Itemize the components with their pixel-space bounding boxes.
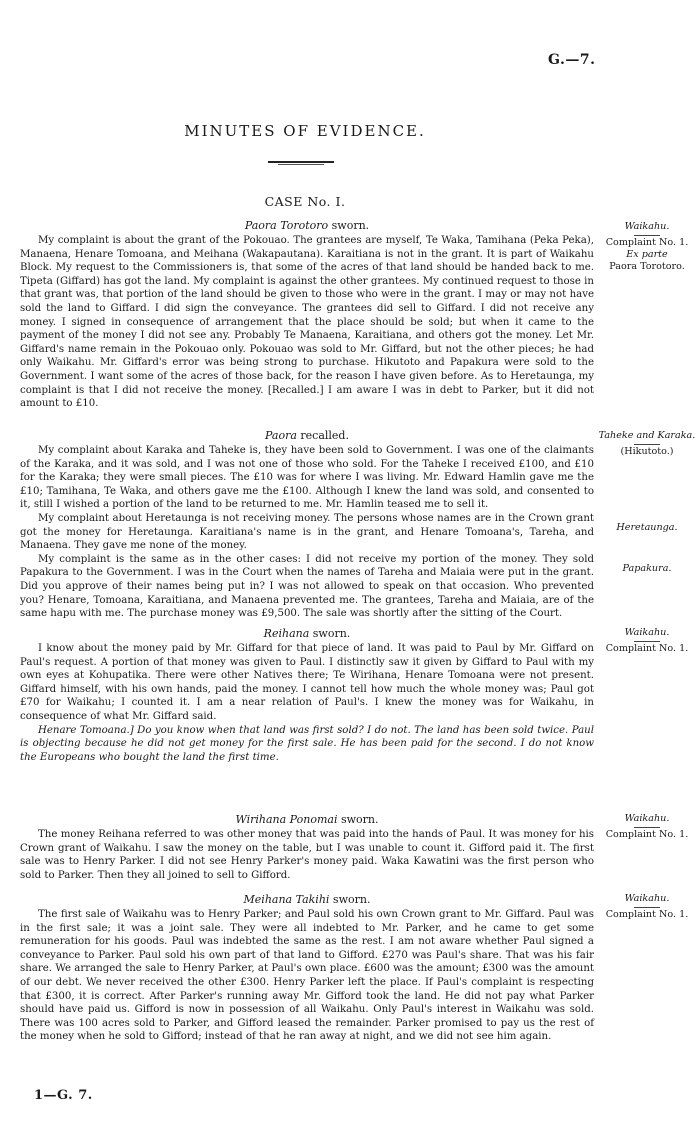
margin-note-2c: Papakura. [622,563,672,574]
testimony-paora-recalled [20,429,594,621]
margin-note-1: Waikahu. Complaint No. 1. Ex parte Paora Torotoro. [605,221,689,272]
margin-note-3: Waikahu. Complaint No. 1. [605,627,689,654]
testimony-paragraph: My complaint about Karaka and Taheke is, they have been sold to Government. I was one of the claimants of the Karaka, and it was sold, and I was not one of those who sold. For the Taheke I received £100, and £10 for the Karaka; they were small pieces. The £10 was for where I was living. Mr. Edward Hamlin gave me the £10; Tamihana, Te Waka, and others gave me the £100. Although I knew the land was sold, and consented to it, still I wished a portion of the land to be returned to me. Mr. Hamlin teased me to sell it. [20,445,594,511]
testimony-paora-torotoro [20,219,594,411]
margin-note-4: Waikahu. Complaint No. 1. [605,813,689,840]
document-reference: G.—7. [548,52,596,68]
title-rule [268,161,334,163]
margin-note-2b: Heretaunga. [616,522,678,533]
witness-heading: Meihana Takihi sworn. [243,893,371,906]
testimony-paragraph: The money Reihana referred to was other money that was paid into the hands of Paul. It was money for his Crown grant of Waikahu. I saw the money on the table, but I was unable to count it. Gifford paid it. The first sale was to Henry Parker. I did not see Henry Parker's money paid. Waka Kawatini was the first person who sold to Parker. Then they all joined to sell to Gifford. [20,829,594,881]
margin-note-5: Waikahu. Complaint No. 1. [605,893,689,920]
page-footer: 1—G. 7. [34,1088,93,1103]
witness-heading: Paora Torotoro sworn. [244,219,370,232]
testimony-paragraph: Henare Tomoana.] Do you know when that land was first sold? I do not. The land has been sold twice. Paul is objecting because he did not get money for the first sale. He has been paid for the second. I do not know the Europeans who bought the land the first time. [20,724,594,763]
witness-heading: Paora recalled. [265,429,349,442]
testimony-paragraph: My complaint is about the grant of the Pokouao. The grantees are myself, Te Waka, Tamihana (Peka Peka), Manaena, Henare Tomoana, and Meihana (Wakapautana). Karaitiana is not in the grant. It is part of Waikahu Block. My request to the Commissioners is, that some of the acres of that land should be handed back to me. Tipeta (Giffard) has got the land. My complaint is against the other grantees. My continued request to those in that grant was, that portion of the land should be given to those who were in the grant. I may or may not have sold the land to Giffard. I did sign the conveyance. The grantees did sell to Giffard. I did not receive any money. I signed in consequence of arrangement that the place should be sold; but when it came to the payment of the money I did not see any. Probably Te Manaena, Karaitiana, and others got the money. Let Mr. Giffard's name remain in the Pokouao only. Pokouao was sold to Mr. Giffard, but not the other pieces; he had only Waikahu. Mr. Giffard's error was being strong to purchase. Hikutoto and Papakura were sold to the Government. I want some of the acres of those back, for the reason I have given before. As to Heretaunga, my complaint is that I did not receive the money. [Recalled.] I am aware I was in debt to Parker, but it did not amount to £10. [20,235,594,410]
testimony-reihana [20,627,594,764]
testimony-paragraph: The first sale of Waikahu was to Henry Parker; and Paul sold his own Crown grant to Mr. Giffard. Paul was in the first sale; it was a joint sale. They were all indebted to Mr. Parker, and he came to get some remuneration for his goods. Paul was indebted the same as the rest. I am not aware whether Paul signed a conveyance to Parker. Paul sold his own part of that land to Gifford. £270 was Paul's share. That was his fair share. We arranged the sale to Henry Parker, at Paul's own place. £600 was the amount; £300 was the amount of our debt. We never received the other £300. Henry Parker left the place. If Paul's complaint is respecting that £300, it is correct. After Parker's running away Mr. Gifford took the land. He did not pay what Parker should have paid us. Gifford is now in possession of all Waikahu. Only Paul's interest in Waikahu was sold. There was 100 acres sold to Parker, and Gifford leased the remainder. Parker promised to pay us the rest of the money when he sold to Gifford; instead of that he ran away at night, and we did not see him again. [20,909,594,1043]
witness-heading: Reihana sworn. [263,627,351,640]
page-title: MINUTES OF EVIDENCE. [184,122,426,140]
testimony-meihana-takihi [20,893,594,1044]
case-heading: CASE No. I. [264,194,346,209]
testimony-paragraph: I know about the money paid by Mr. Giffard for that piece of land. It was paid to Paul by Mr. Giffard on Paul's request. A portion of that money was given to Paul. I distinctly saw it given by Giffard to Paul with my own eyes at Kohupatika. There were other Natives there; Te Wirihana, Henare Tomoana were not present. Giffard himself, with his own hands, paid the money. I cannot tell how much the whole money was; Paul got £70 for Waikahu; I counted it. I am a near relation of Paul's. I knew the money was for Waikahu, in consequence of what Mr. Giffard said. [20,643,594,722]
margin-note-2a: Taheke and Karaka. (Hikutoto.) [598,430,696,457]
testimony-paragraph: My complaint is the same as in the other cases: I did not receive my portion of the money. They sold Papakura to the Government. I was in the Court when the names of Tareha and Maiaia were put in the grant. Did you approve of their names being put in? I was not allowed to speak on that occasion. Who prevented you? Henare, Tomoana, Karaitiana, and Manaena prevented me. The grantees, Tareha and Maiaia, are of the same hapu with me. The purchase money was £9,500. The sale was shortly after the sitting of the Court. [20,553,594,620]
testimony-wirihana-ponomai [20,813,594,882]
witness-heading: Wirihana Ponomai sworn. [235,813,379,826]
testimony-paragraph: My complaint about Heretaunga is not receiving money. The persons whose names are in the Crown grant got the money for Heretaunga. Karaitiana's name is in the grant, and Henare Tomoana's, Tareha, and Manaena. They gave me none of the money. [20,512,594,552]
